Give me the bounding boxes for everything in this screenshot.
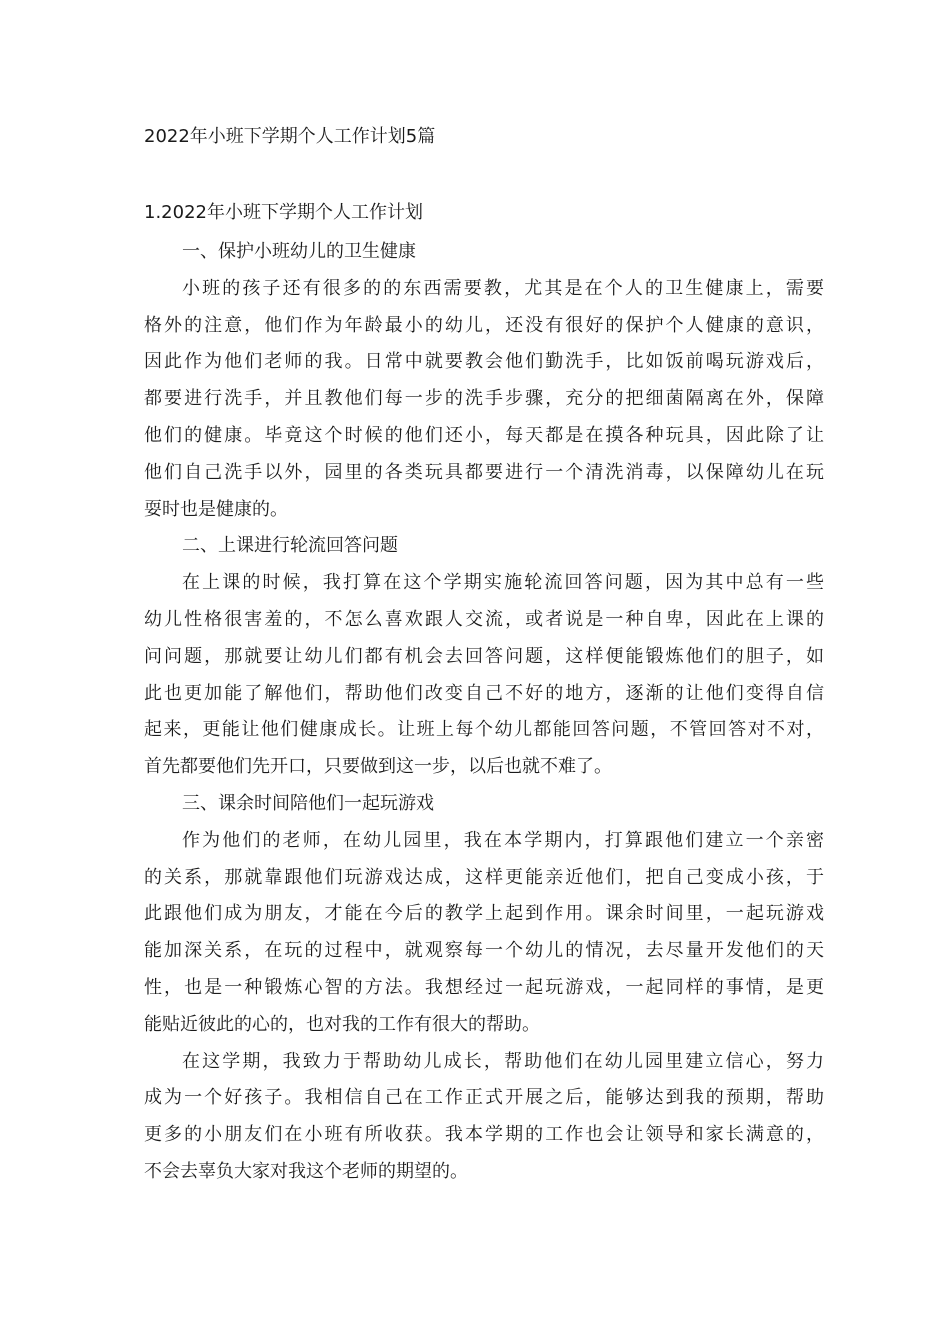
subsection-heading: 三、课余时间陪他们一起玩游戏	[182, 792, 434, 814]
paragraph-line: 能贴近彼此的心的，也对我的工作有很大的帮助。	[144, 1013, 540, 1035]
body-paragraph	[144, 823, 824, 1044]
paragraph-line: 能加深关系，在玩的过程中，就观察每一个幼儿的情况，去尽量开发他们的天	[144, 940, 824, 962]
subsection-heading: 二、上课进行轮流回答问题	[182, 535, 398, 557]
paragraph-line: 首先都要他们先开口，只要做到这一步，以后也就不难了。	[144, 756, 612, 778]
document-body	[144, 234, 824, 1191]
paragraph-line: 起来，更能让他们健康成长。让班上每个幼儿都能回答问题，不管回答对不对，	[144, 719, 824, 741]
section-title: 1.2022年小班下学期个人工作计划	[144, 202, 423, 223]
paragraph-line: 不会去辜负大家对我这个老师的期望的。	[144, 1160, 468, 1182]
body-paragraph	[144, 1044, 824, 1191]
paragraph-line: 成为一个好孩子。我相信自己在工作正式开展之后，能够达到我的预期，帮助	[144, 1087, 824, 1109]
paragraph-line: 因此作为他们老师的我。日常中就要教会他们勤洗手，比如饭前喝玩游戏后，	[144, 351, 824, 373]
paragraph-line: 性，也是一种锻炼心智的方法。我想经过一起玩游戏，一起同样的事情，是更	[144, 976, 824, 998]
subsection-heading: 一、保护小班幼儿的卫生健康	[182, 241, 416, 262]
paragraph-line: 他们自己洗手以外，园里的各类玩具都要进行一个清洗消毒，以保障幼儿在玩	[144, 461, 824, 483]
paragraph-line: 在这学期，我致力于帮助幼儿成长，帮助他们在幼儿园里建立信心，努力	[182, 1050, 824, 1072]
paragraph-line: 此也更加能了解他们，帮助他们改变自己不好的地方，逐渐的让他们变得自信	[144, 682, 824, 704]
paragraph-line: 他们的健康。毕竟这个时候的他们还小，每天都是在摸各种玩具，因此除了让	[144, 424, 824, 446]
paragraph-line: 都要进行洗手，并且教他们每一步的洗手步骤，充分的把细菌隔离在外，保障	[144, 388, 824, 410]
paragraph-line: 此跟他们成为朋友，才能在今后的教学上起到作用。课余时间里，一起玩游戏	[144, 903, 824, 925]
body-paragraph	[144, 271, 824, 529]
paragraph-line: 幼儿性格很害羞的，不怎么喜欢跟人交流，或者说是一种自卑，因此在上课的	[144, 608, 824, 630]
body-paragraph	[144, 565, 824, 786]
paragraph-line: 更多的小朋友们在小班有所收获。我本学期的工作也会让领导和家长满意的，	[144, 1124, 824, 1146]
paragraph-line: 耍时也是健康的。	[144, 498, 288, 520]
paragraph-line: 小班的孩子还有很多的的东西需要教，尤其是在个人的卫生健康上，需要	[182, 277, 824, 299]
paragraph-line: 问问题，那就要让幼儿们都有机会去回答问题，这样便能锻炼他们的胆子，如	[144, 645, 824, 667]
paragraph-line: 的关系，那就靠跟他们玩游戏达成，这样更能亲近他们，把自己变成小孩，于	[144, 866, 824, 888]
paragraph-line: 格外的注意，他们作为年龄最小的幼儿，还没有很好的保护个人健康的意识，	[144, 314, 824, 336]
document-title: 2022年小班下学期个人工作计划5篇	[144, 126, 436, 147]
paragraph-line: 作为他们的老师，在幼儿园里，我在本学期内，打算跟他们建立一个亲密	[182, 829, 824, 851]
paragraph-line: 在上课的时候，我打算在这个学期实施轮流回答问题，因为其中总有一些	[182, 572, 824, 594]
